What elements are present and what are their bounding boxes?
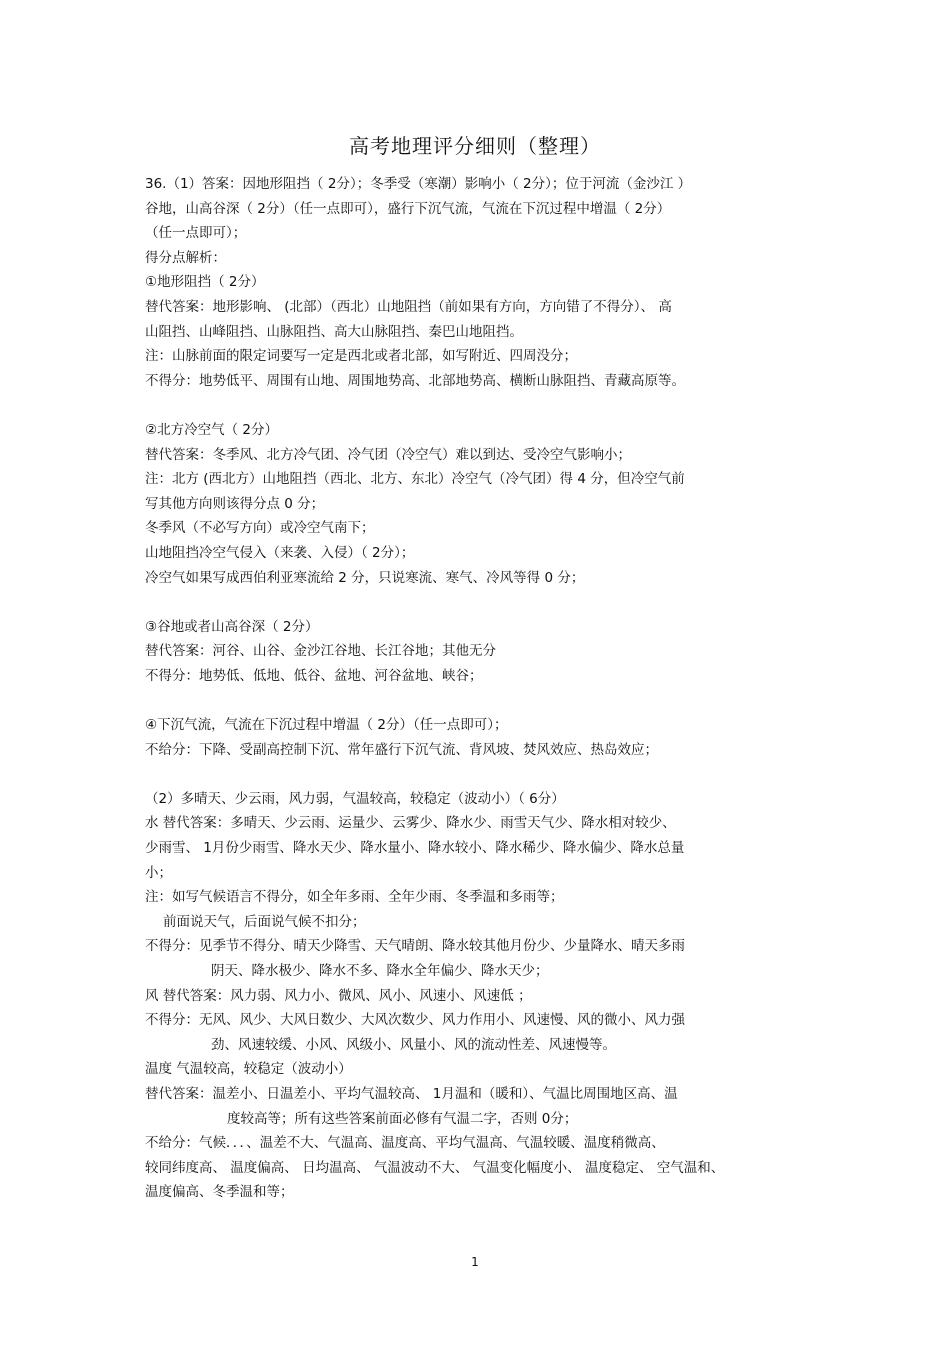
- text-line: 前面说天气，后面说气候不扣分；: [163, 913, 366, 930]
- text-line: 注：山脉前面的限定词要写一定是西北或者北部，如写附近、四周没分；: [145, 348, 577, 365]
- text-line: 阴天、降水极少、降水不多、降水全年偏少、降水天少；: [211, 963, 549, 979]
- text-line: 不得分：地势低、低地、低谷、盆地、河谷盆地、峡谷；: [145, 667, 483, 684]
- text-line: 冬季风（不必写方向）或冷空气南下；: [145, 520, 375, 537]
- text-line: 山地阻挡冷空气侵入（来袭、入侵）（ 2分）；: [145, 544, 415, 561]
- text-line: 写其他方向则该得分点 0 分；: [145, 495, 325, 512]
- text-line: 少雨雪、 1月份少雨雪、降水天少、降水量小、降水较小、降水稀少、降水偏少、降水总量: [145, 840, 685, 857]
- text-line: 温度 气温较高，较稳定（波动小）: [145, 1061, 352, 1078]
- page-title: 高考地理评分细则（整理）: [349, 134, 601, 158]
- text-line: 较同纬度高、 温度偏高、 日均温高、 气温波动不大、 气温变化幅度小、 温度稳定、 空气温和、: [145, 1159, 725, 1176]
- text-line: 水 替代答案：多晴天、少云雨、运量少、云雾少、降水少、雨雪天气少、降水相对较少、: [145, 815, 676, 832]
- text-line: 不得分：见季节不得分、晴天少降雪、天气晴朗、降水较其他月份少、少量降水、晴天多雨: [145, 938, 685, 955]
- text-line: 不得分：无风、风少、大风日数少、大风次数少、风力作用小、风速慢、风的微小、风力强: [145, 1012, 685, 1029]
- text-line: 谷地，山高谷深（ 2分）（任一点即可），盛行下沉气流，气流在下沉过程中增温（ 2分）: [145, 200, 671, 217]
- text-line: 不给分：下降、受副高控制下沉、常年盛行下沉气流、背风坡、焚风效应、热岛效应；: [145, 741, 658, 758]
- text-line: 不给分：气候．．．、温差不大、气温高、温度高、平均气温高、气温较暖、温度稍微高、: [145, 1135, 665, 1152]
- text-line: 注：如写气候语言不得分，如全年多雨、全年少雨、冬季温和多雨等；: [145, 889, 564, 906]
- text-line: ②北方冷空气（ 2分）: [145, 421, 278, 438]
- text-line: 山阻挡、山峰阻挡、山脉阻挡、高大山脉阻挡、秦巴山地阻挡。: [145, 323, 523, 340]
- text-line: 替代答案：冬季风、北方冷气团、冷气团（冷空气）难以到达、受冷空气影响小；: [145, 446, 631, 463]
- text-line: ①地形阻挡（ 2分）: [145, 274, 265, 291]
- text-line: 注：北方 (西北方）山地阻挡（西北、北方、东北）冷空气（冷气团）得 4 分，但冷空气前: [145, 471, 685, 488]
- document-body: [145, 172, 810, 1205]
- blank-line: [145, 688, 810, 713]
- text-line: 温度偏高、冬季温和等；: [145, 1184, 294, 1201]
- text-line: 替代答案：河谷、山谷、金沙江谷地、长江谷地；其他无分: [145, 643, 496, 660]
- text-line: 劲、风速较缓、小风、风级小、风量小、风的流动性差、风速慢等。: [211, 1036, 616, 1053]
- text-line: 风 替代答案：风力弱、风力小、微风、风小、风速小、风速低 ；: [145, 987, 532, 1004]
- text-line: （任一点即可）；: [145, 225, 247, 242]
- text-line: 度较高等；所有这些答案前面必修有气温二字，否则 0分；: [227, 1110, 578, 1127]
- text-line: 得分点解析：: [145, 249, 226, 266]
- text-line: 36.（1）答案：因地形阻挡（ 2分）；冬季受（寒潮）影响小（ 2分）；位于河流（金沙江 ）: [145, 176, 692, 192]
- text-line: 替代答案：温差小、日温差小、平均气温较高、 1月温和（暖和）、气温比周围地区高、温: [145, 1085, 678, 1102]
- text-line: （2）多晴天、少云雨，风力弱，气温较高，较稳定（波动小）（ 6分）: [145, 790, 565, 807]
- text-line: 不得分：地势低平、周围有山地、周围地势高、北部地势高、横断山脉阻挡、青藏高原等。: [145, 372, 685, 389]
- page-number: 1: [471, 1255, 479, 1269]
- text-line: 小；: [145, 864, 172, 881]
- blank-line: [145, 762, 810, 787]
- text-line: ③谷地或者山高谷深（ 2分）: [145, 618, 319, 635]
- blank-line: [145, 393, 810, 418]
- text-line: 冷空气如果写成西伯利亚寒流给 2 分，只说寒流、寒气、冷风等得 0 分；: [145, 569, 585, 586]
- text-line: 替代答案：地形影响、 (北部）（西北）山地阻挡（前如果有方向，方向错了不得分）、 高: [145, 298, 672, 315]
- text-line: ④下沉气流，气流在下沉过程中增温（ 2分）（任一点即可）；: [145, 717, 508, 734]
- blank-line: [145, 590, 810, 615]
